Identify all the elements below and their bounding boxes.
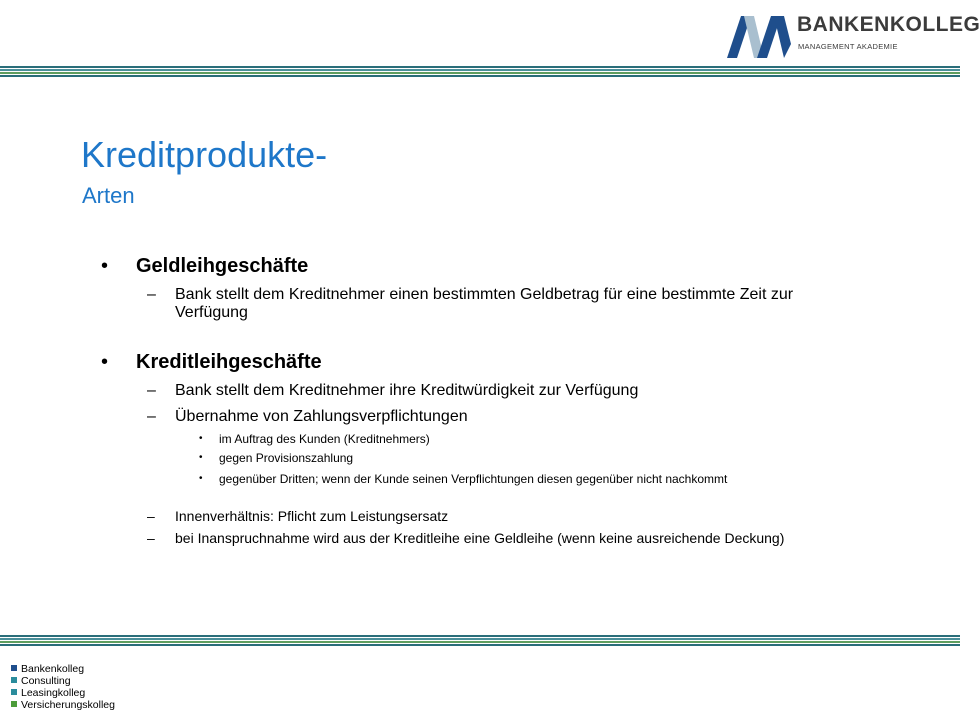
square-icon: [11, 665, 17, 671]
subitem-text: Innenverhältnis: Pflicht zum Leistungsersatz: [175, 508, 449, 524]
dash-marker: –: [147, 530, 155, 546]
footer-label: Versicherungskolleg: [21, 699, 115, 711]
subitem-text: Übernahme von Zahlungsverpflichtungen: [175, 408, 468, 425]
dash-marker: –: [147, 508, 155, 524]
sub-subitem-text: gegen Provisionszahlung: [219, 451, 354, 465]
subitem-text: Bank stellt dem Kreditnehmer einen bestimmten Geldbetrag für eine bestimmte Zeit zur Verfügung: [175, 286, 794, 321]
logo-name: BANKENKOLLEG: [797, 13, 980, 36]
slide-subtitle: Arten: [82, 183, 135, 208]
dash-marker: –: [147, 286, 156, 303]
bullet-marker: •: [199, 473, 203, 484]
subitem-text: Bank stellt dem Kreditnehmer ihre Kreditwürdigkeit zur Verfügung: [175, 382, 639, 399]
logo-subtitle: MANAGEMENT AKADEMIE: [798, 42, 898, 51]
header-stripe: [0, 66, 960, 78]
subitem-text: bei Inanspruchnahme wird aus der Kreditleihe eine Geldleihe (wenn keine ausreichende Deckung): [175, 530, 785, 546]
bullet-label: Geldleihgeschäfte: [136, 255, 309, 277]
footer-label: Consulting: [21, 675, 71, 687]
logo-mark-icon: [727, 14, 791, 60]
bullet-marker: •: [199, 433, 203, 444]
square-icon: [11, 689, 17, 695]
slide-title: Kreditprodukte-: [81, 134, 328, 175]
bullet-label: Kreditleihgeschäfte: [136, 351, 322, 373]
footer-label: Bankenkolleg: [21, 663, 85, 675]
sub-subitem-text: gegenüber Dritten; wenn der Kunde seinen Verpflichtungen diesen gegenüber nicht nachkommt: [219, 472, 728, 486]
square-icon: [11, 677, 17, 683]
footer-stripe: [0, 635, 960, 647]
square-icon: [11, 701, 17, 707]
footer-label: Leasingkolleg: [21, 687, 86, 699]
sub-subitem-text: im Auftrag des Kunden (Kreditnehmers): [219, 432, 430, 446]
bullet-marker: •: [199, 452, 203, 463]
bankenkolleg-logo: [727, 12, 980, 62]
dash-marker: –: [147, 408, 156, 425]
bullet-marker: •: [101, 351, 109, 373]
dash-marker: –: [147, 382, 156, 399]
bullet-marker: •: [101, 255, 109, 277]
